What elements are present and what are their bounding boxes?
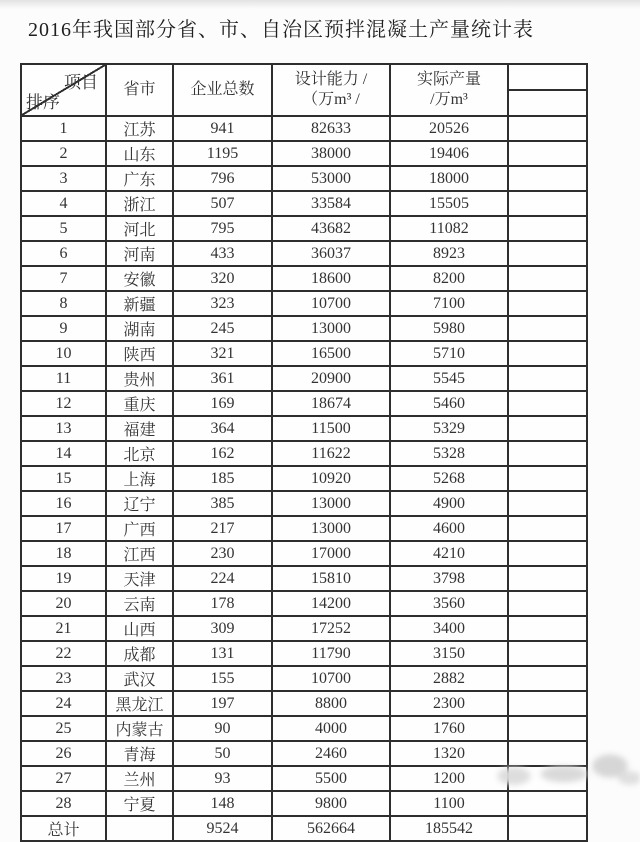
table-row: [21, 541, 587, 566]
cell-capacity: 20900: [272, 366, 390, 391]
cell-province: 浙江: [106, 191, 173, 216]
cell-capacity: 11500: [272, 416, 390, 441]
table-row: [21, 491, 587, 516]
cell-rank: 16: [21, 491, 106, 516]
cell-enterprises: 796: [173, 166, 272, 191]
cell-capacity: 5500: [272, 766, 390, 791]
cell-output: 8200: [390, 266, 508, 291]
cell-province: 成都: [106, 641, 173, 666]
table-row: [21, 341, 587, 366]
cell-output: 15505: [390, 191, 508, 216]
cell-output: 1320: [390, 741, 508, 766]
cell-rank: 4: [21, 191, 106, 216]
cell-rank: 11: [21, 366, 106, 391]
cell-enterprises: 364: [173, 416, 272, 441]
concrete-stats-table: [20, 63, 588, 842]
page-title: 2016年我国部分省、市、自治区预拌混凝土产量统计表: [28, 19, 534, 41]
cell-capacity: 18674: [272, 391, 390, 416]
cell-capacity: 82633: [272, 116, 390, 141]
cell-province: 湖南: [106, 316, 173, 341]
cell-province: 云南: [106, 591, 173, 616]
table-row: [21, 366, 587, 391]
cell-capacity: 4000: [272, 716, 390, 741]
table-row: [21, 391, 587, 416]
header-capacity-line2: （万m³ /: [302, 91, 360, 108]
cell-province: 贵州: [106, 366, 173, 391]
cell-enterprises: 50: [173, 741, 272, 766]
cell-output: 18000: [390, 166, 508, 191]
cell-output: 5980: [390, 316, 508, 341]
cell-province: 青海: [106, 741, 173, 766]
cell-rank: 17: [21, 516, 106, 541]
cell-province: 黑龙江: [106, 691, 173, 716]
cell-empty: [508, 316, 587, 341]
cell-output: 5329: [390, 416, 508, 441]
total-enterprises-cell: 9524: [173, 816, 272, 841]
table-row: [21, 616, 587, 641]
cell-province: 北京: [106, 441, 173, 466]
cell-output: 1760: [390, 716, 508, 741]
cell-rank: 24: [21, 691, 106, 716]
header-output-line1: 实际产量: [416, 70, 481, 88]
table-row: [21, 191, 587, 216]
corner-label-item: 项目: [64, 73, 98, 92]
cell-rank: 19: [21, 566, 106, 591]
cell-empty: [508, 341, 587, 366]
cell-empty: [508, 591, 587, 616]
cell-output: 5268: [390, 466, 508, 491]
cell-rank: 25: [21, 716, 106, 741]
cell-enterprises: 309: [173, 616, 272, 641]
cell-province: 江苏: [106, 116, 173, 141]
table-row: [21, 441, 587, 466]
table-row: [21, 516, 587, 541]
cell-rank: 2: [21, 141, 106, 166]
cell-province: 福建: [106, 416, 173, 441]
cell-rank: 8: [21, 291, 106, 316]
cell-enterprises: 230: [173, 541, 272, 566]
table-row: [21, 141, 587, 166]
cell-output: 3560: [390, 591, 508, 616]
cell-output: 2300: [390, 691, 508, 716]
cell-capacity: 10700: [272, 666, 390, 691]
corner-header-cell: [21, 64, 106, 116]
table-row: [21, 716, 587, 741]
cell-empty: [508, 416, 587, 441]
header-empty-divider: [509, 89, 586, 91]
cell-rank: 7: [21, 266, 106, 291]
cell-empty: [508, 691, 587, 716]
cell-empty: [508, 366, 587, 391]
cell-enterprises: 169: [173, 391, 272, 416]
header-output: [390, 64, 508, 116]
cell-rank: 20: [21, 591, 106, 616]
cell-output: 11082: [390, 216, 508, 241]
cell-output: 8923: [390, 241, 508, 266]
cell-enterprises: 131: [173, 641, 272, 666]
cell-rank: 28: [21, 791, 106, 816]
cell-province: 山西: [106, 616, 173, 641]
table-row: [21, 591, 587, 616]
header-capacity-line1: 设计能力 /: [294, 70, 368, 88]
cell-rank: 15: [21, 466, 106, 491]
table-row: [21, 666, 587, 691]
cell-province: 河北: [106, 216, 173, 241]
cell-output: 7100: [390, 291, 508, 316]
cell-output: 3150: [390, 641, 508, 666]
cell-rank: 12: [21, 391, 106, 416]
cell-output: 5460: [390, 391, 508, 416]
table-row: [21, 216, 587, 241]
cell-enterprises: 148: [173, 791, 272, 816]
header-output-line2: /万m³: [430, 91, 468, 108]
header-enterprises: 企业总数: [173, 64, 272, 116]
cell-capacity: 17252: [272, 616, 390, 641]
table-row: [21, 691, 587, 716]
cell-enterprises: 245: [173, 316, 272, 341]
header-capacity: [272, 64, 390, 116]
header-province: 省市: [106, 64, 173, 116]
corner-label-rank: 排序: [26, 93, 60, 112]
cell-capacity: 8800: [272, 691, 390, 716]
cell-capacity: 43682: [272, 216, 390, 241]
total-empty-cell: [508, 816, 587, 841]
cell-empty: [508, 466, 587, 491]
cell-enterprises: 178: [173, 591, 272, 616]
cell-enterprises: 321: [173, 341, 272, 366]
cell-empty: [508, 291, 587, 316]
cell-enterprises: 385: [173, 491, 272, 516]
cell-rank: 5: [21, 216, 106, 241]
cell-province: 广东: [106, 166, 173, 191]
cell-rank: 13: [21, 416, 106, 441]
cell-capacity: 13000: [272, 491, 390, 516]
cell-empty: [508, 516, 587, 541]
cell-empty: [508, 216, 587, 241]
cell-empty: [508, 116, 587, 141]
cell-rank: 14: [21, 441, 106, 466]
cell-capacity: 9800: [272, 791, 390, 816]
cell-capacity: 10700: [272, 291, 390, 316]
table-row: [21, 416, 587, 441]
cell-province: 安徽: [106, 266, 173, 291]
cell-capacity: 18600: [272, 266, 390, 291]
total-capacity-cell: 562664: [272, 816, 390, 841]
cell-rank: 26: [21, 741, 106, 766]
cell-empty: [508, 566, 587, 591]
table-body: [21, 116, 587, 816]
cell-output: 3400: [390, 616, 508, 641]
cell-capacity: 10920: [272, 466, 390, 491]
cell-capacity: 14200: [272, 591, 390, 616]
cell-empty: [508, 191, 587, 216]
cell-province: 辽宁: [106, 491, 173, 516]
cell-enterprises: 795: [173, 216, 272, 241]
cell-enterprises: 90: [173, 716, 272, 741]
cell-enterprises: 941: [173, 116, 272, 141]
cell-rank: 27: [21, 766, 106, 791]
header-row: [21, 64, 587, 116]
cell-capacity: 2460: [272, 741, 390, 766]
cell-rank: 10: [21, 341, 106, 366]
cell-capacity: 13000: [272, 516, 390, 541]
cell-rank: 23: [21, 666, 106, 691]
cell-capacity: 36037: [272, 241, 390, 266]
cell-empty: [508, 491, 587, 516]
table-row: [21, 166, 587, 191]
cell-capacity: 11622: [272, 441, 390, 466]
cell-empty: [508, 716, 587, 741]
total-output-cell: 185542: [390, 816, 508, 841]
cell-capacity: 13000: [272, 316, 390, 341]
cell-output: 4210: [390, 541, 508, 566]
cell-province: 上海: [106, 466, 173, 491]
cell-enterprises: 1195: [173, 141, 272, 166]
cell-enterprises: 217: [173, 516, 272, 541]
cell-enterprises: 162: [173, 441, 272, 466]
cell-capacity: 33584: [272, 191, 390, 216]
table-row: [21, 291, 587, 316]
cell-province: 河南: [106, 241, 173, 266]
table-row: [21, 116, 587, 141]
cell-province: 新疆: [106, 291, 173, 316]
cell-enterprises: 507: [173, 191, 272, 216]
cell-province: 江西: [106, 541, 173, 566]
cell-enterprises: 93: [173, 766, 272, 791]
cell-empty: [508, 266, 587, 291]
cell-output: 4600: [390, 516, 508, 541]
table-row: [21, 266, 587, 291]
cell-province: 兰州: [106, 766, 173, 791]
cell-output: 5328: [390, 441, 508, 466]
cell-rank: 9: [21, 316, 106, 341]
cell-empty: [508, 641, 587, 666]
cell-empty: [508, 441, 587, 466]
cell-rank: 18: [21, 541, 106, 566]
scan-edge-shading: [0, 0, 640, 9]
cell-province: 宁夏: [106, 791, 173, 816]
table-row: [21, 566, 587, 591]
cell-output: 20526: [390, 116, 508, 141]
cell-capacity: 16500: [272, 341, 390, 366]
total-label-cell: 总计: [21, 816, 106, 841]
cell-capacity: 38000: [272, 141, 390, 166]
cell-province: 广西: [106, 516, 173, 541]
cell-empty: [508, 666, 587, 691]
watermark-smudge: [492, 750, 640, 796]
cell-empty: [508, 241, 587, 266]
cell-province: 天津: [106, 566, 173, 591]
cell-rank: 6: [21, 241, 106, 266]
cell-empty: [508, 141, 587, 166]
cell-province: 内蒙古: [106, 716, 173, 741]
cell-capacity: 11790: [272, 641, 390, 666]
cell-output: 4900: [390, 491, 508, 516]
cell-output: 3798: [390, 566, 508, 591]
cell-output: 5545: [390, 366, 508, 391]
cell-output: 1200: [390, 766, 508, 791]
cell-empty: [508, 616, 587, 641]
cell-rank: 21: [21, 616, 106, 641]
cell-empty: [508, 541, 587, 566]
cell-capacity: 15810: [272, 566, 390, 591]
cell-empty: [508, 391, 587, 416]
cell-enterprises: 323: [173, 291, 272, 316]
cell-output: 2882: [390, 666, 508, 691]
cell-capacity: 53000: [272, 166, 390, 191]
cell-enterprises: 155: [173, 666, 272, 691]
total-row: [21, 816, 587, 841]
cell-enterprises: 197: [173, 691, 272, 716]
cell-rank: 22: [21, 641, 106, 666]
cell-enterprises: 185: [173, 466, 272, 491]
cell-enterprises: 320: [173, 266, 272, 291]
table-row: [21, 316, 587, 341]
table-row: [21, 641, 587, 666]
cell-province: 重庆: [106, 391, 173, 416]
table-row: [21, 466, 587, 491]
cell-province: 陕西: [106, 341, 173, 366]
cell-province: 山东: [106, 141, 173, 166]
cell-output: 19406: [390, 141, 508, 166]
cell-output: 5710: [390, 341, 508, 366]
cell-province: 武汉: [106, 666, 173, 691]
total-province-cell: [106, 816, 173, 841]
header-empty-column: [508, 64, 587, 116]
cell-enterprises: 224: [173, 566, 272, 591]
cell-capacity: 17000: [272, 541, 390, 566]
cell-rank: 3: [21, 166, 106, 191]
cell-empty: [508, 166, 587, 191]
cell-enterprises: 433: [173, 241, 272, 266]
table-row: [21, 241, 587, 266]
cell-output: 1100: [390, 791, 508, 816]
cell-rank: 1: [21, 116, 106, 141]
cell-enterprises: 361: [173, 366, 272, 391]
